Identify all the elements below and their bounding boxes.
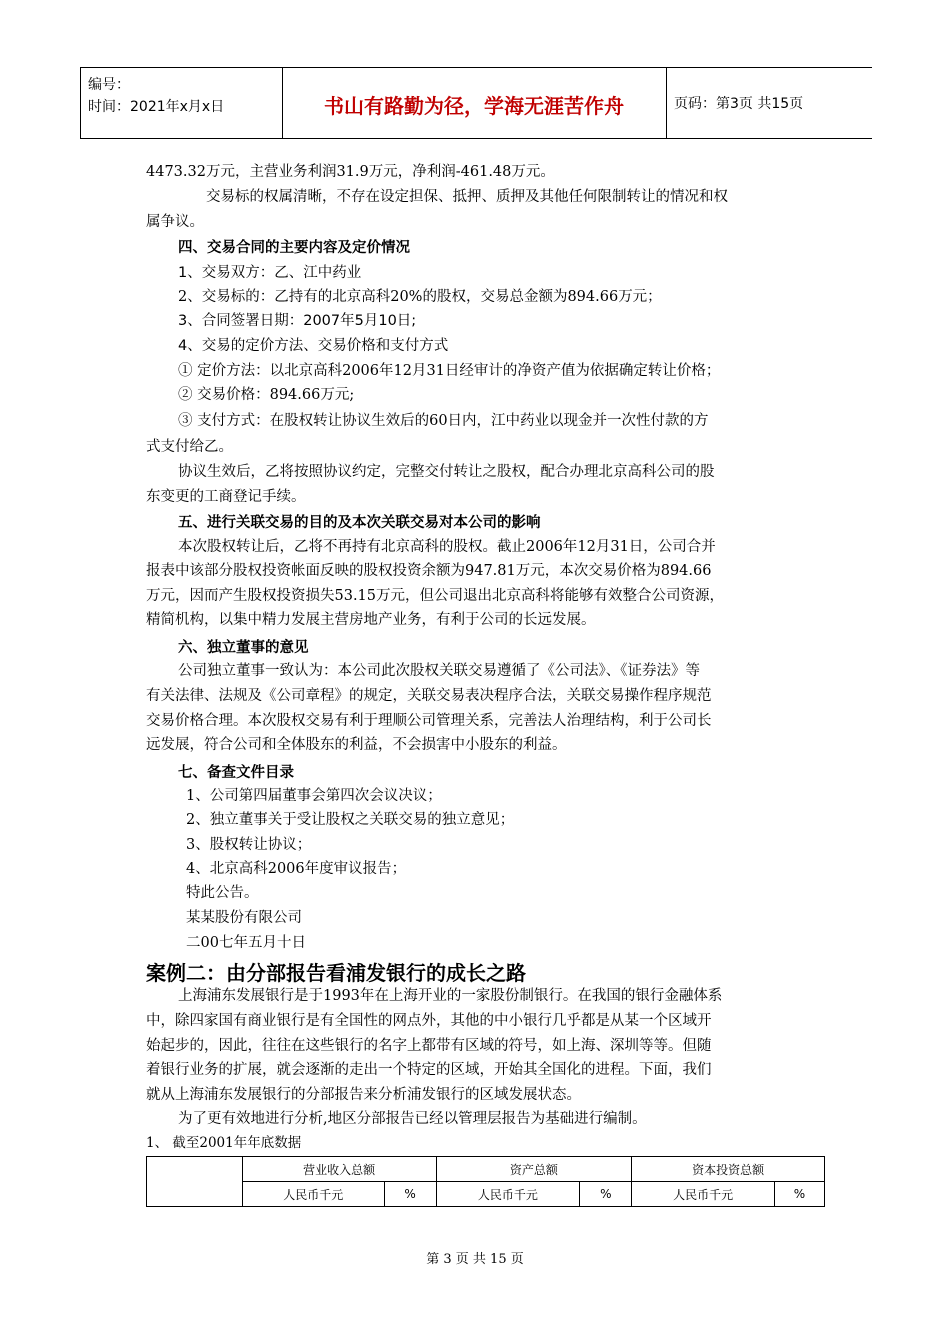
body-line: 2、交易标的：乙持有的北京高科20%的股权，交易总金额为894.66万元； [178,289,662,305]
body-line: 属争议。 [146,214,204,230]
page-footer: 第 3 页 共 15 页 [426,1252,524,1267]
table-subheader: 人民币千元 [436,1182,580,1207]
table-subheader: % [384,1182,436,1207]
list-item: 4、北京高科2006年度审议报告； [186,861,407,877]
table-subheader: 人民币千元 [242,1182,384,1207]
body-line: 远发展，符合公司和全体股东的利益，不会损害中小股东的利益。 [146,737,567,753]
header-page: 页码：第3页 共15页 [674,96,804,112]
table-header: 营业收入总额 [242,1157,436,1182]
body-line: 协议生效后，乙将按照协议约定，完整交付转让之股权，配合办理北京高科公司的股 [178,464,715,480]
case-line: 着银行业务的扩展，就会逐渐的走出一个特定的区域，开始其全国化的进程。下面，我们 [146,1062,712,1078]
case-line: 中，除四家国有商业银行是有全国性的网点外，其他的中小银行几乎都是从某一个区域开 [146,1013,712,1029]
case-line: 为了更有效地进行分析,地区分部报告已经以管理层报告为基础进行编制。 [178,1111,647,1127]
section-heading: 七、备查文件目录 [178,765,294,781]
body-line: 本次股权转让后，乙将不再持有北京高科的股权。截止2006年12月31日，公司合并 [178,539,716,555]
section-heading: 五、进行关联交易的目的及本次关联交易对本公司的影响 [178,515,541,531]
body-line: 特此公告。 [186,885,259,901]
body-line: ① 定价方法：以北京高科2006年12月31日经审计的净资产值为依据确定转让价格； [178,363,721,379]
table-subheader: 人民币千元 [632,1182,775,1207]
body-line: 3、合同签署日期：2007年5月10日; [178,313,417,329]
header-number: 编号： [88,77,130,93]
body-line: 式支付给乙。 [146,439,233,455]
body-line: 精简机构，以集中精力发展主营房地产业务，有利于公司的长远发展。 [146,612,596,628]
body-line: 二00七年五月十日 [186,935,306,951]
table-corner-cell [147,1157,243,1207]
list-item: 1、公司第四届董事会第四次会议决议； [186,788,442,804]
body-line: 4473.32万元，主营业务利润31.9万元，净利润-461.48万元。 [146,164,555,180]
body-line: 有关法律、法规及《公司章程》的规定，关联交易表决程序合法，关联交易操作程序规范 [146,688,712,704]
body-line: 交易标的权属清晰，不存在设定担保、抵押、质押及其他任何限制转让的情况和权 [206,189,728,205]
table-subheader: % [580,1182,632,1207]
page-header [80,67,872,139]
table-header: 资本投资总额 [632,1157,825,1182]
body-line: 公司独立董事一致认为：本公司此次股权关联交易遵循了《公司法》、《证券法》等 [178,663,700,679]
case-title: 案例二：由分部报告看浦发银行的成长之路 [146,961,526,985]
table-header-row [147,1157,825,1182]
table-subheader: % [775,1182,825,1207]
data-table [146,1156,825,1207]
table-header: 资产总额 [436,1157,632,1182]
header-time: 时间：2021年x月x日 [88,99,225,115]
case-line: 就从上海浦东发展银行的分部报告来分析浦发银行的区域发展状态。 [146,1087,581,1103]
body-line: 交易价格合理。本次股权交易有利于理顺公司管理关系，完善法人治理结构，利于公司长 [146,713,712,729]
body-line: ② 交易价格：894.66万元; [178,387,355,403]
section-heading: 四、交易合同的主要内容及定价情况 [178,240,410,256]
table-subheader-row [147,1182,825,1207]
body-line: ③ 支付方式：在股权转让协议生效后的60日内，江中药业以现金并一次性付款的方 [178,413,709,429]
body-line: 报表中该部分股权投资帐面反映的股权投资余额为947.81万元，本次交易价格为894.66 [146,563,712,579]
case-line: 始起步的，因此，往往在这些银行的名字上都带有区域的符号，如上海、深圳等等。但随 [146,1038,712,1054]
list-item: 2、独立董事关于受让股权之关联交易的独立意见； [186,812,515,828]
body-line: 某某股份有限公司 [186,910,302,926]
case-line: 上海浦东发展银行是于1993年在上海开业的一家股份制银行。在我国的银行金融体系 [178,988,723,1004]
body-line: 东变更的工商登记手续。 [146,489,306,505]
body-line: 万元，因而产生股权投资损失53.15万元，但公司退出北京高科将能够有效整合公司资源， [146,588,725,604]
body-line: 4、交易的定价方法、交易价格和支付方式 [178,338,449,354]
list-item: 3、股权转让协议； [186,837,312,853]
header-meta [88,74,224,118]
case-line: 1、 截至2001年年底数据 [146,1135,302,1151]
body-line: 1、交易双方：乙、江中药业 [178,265,362,281]
header-motto: 书山有路勤为径，学海无涯苦作舟 [324,94,624,118]
section-heading: 六、独立董事的意见 [178,640,309,656]
